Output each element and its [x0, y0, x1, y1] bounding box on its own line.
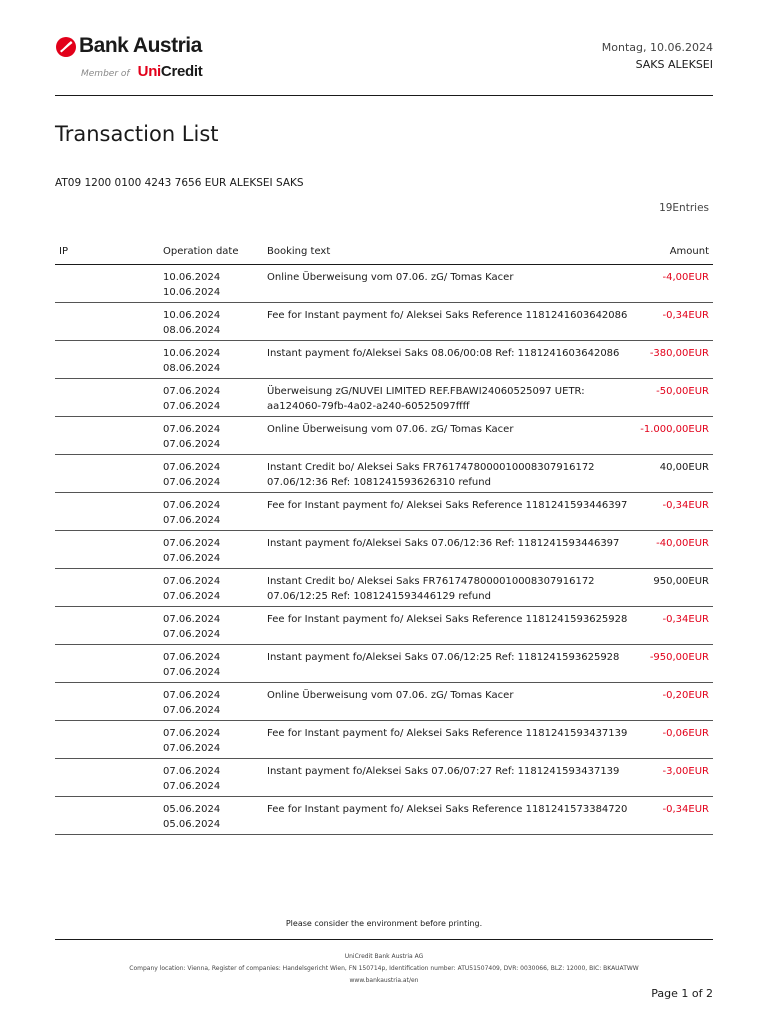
booking-text-cell [267, 498, 627, 513]
booking-text-cell [267, 764, 627, 779]
booking-text-cell [267, 460, 627, 490]
page-number: Page 1 of 2 [651, 987, 713, 1000]
booking-text-cell [267, 612, 627, 627]
logo-brand-part2: Credit [160, 63, 203, 80]
header-info [602, 41, 713, 71]
value-date: 05.06.2024 [163, 819, 221, 830]
amount-cell: -40,00EUR [656, 538, 709, 549]
value-date: 07.06.2024 [163, 705, 221, 716]
table-row [55, 265, 713, 303]
operation-date: 10.06.2024 [163, 272, 221, 283]
operation-date: 07.06.2024 [163, 690, 221, 701]
booking-text-cell [267, 308, 627, 323]
environment-note: Please consider the environment before printing. [285, 919, 483, 928]
operation-date-cell [163, 802, 220, 832]
booking-text-line: Instant Credit bo/ Aleksei Saks FR7617478000010008307916172 [267, 462, 595, 473]
value-date: 10.06.2024 [163, 287, 221, 298]
operation-date: 07.06.2024 [163, 614, 221, 625]
table-row [55, 531, 713, 569]
amount-cell: -50,00EUR [656, 386, 709, 397]
entries-count: 19Entries [659, 202, 709, 214]
table-row [55, 341, 713, 379]
logo-member-of: Member of [81, 69, 130, 79]
amount-cell: -0,34EUR [662, 310, 709, 321]
booking-text-line: Fee for Instant payment fo/ Aleksei Saks Reference 1181241603642086 [267, 310, 627, 321]
booking-text-line: Instant payment fo/Aleksei Saks 08.06/00:08 Ref: 1181241603642086 [267, 348, 620, 359]
booking-text-cell [267, 384, 627, 414]
booking-text-line: Fee for Instant payment fo/ Aleksei Saks Reference 1181241573384720 [267, 804, 627, 815]
operation-date-cell [163, 688, 220, 718]
operation-date: 07.06.2024 [163, 652, 221, 663]
operation-date: 10.06.2024 [163, 310, 221, 321]
operation-date-cell [163, 764, 220, 794]
booking-text-line: Überweisung zG/NUVEI LIMITED REF.FBAWI24060525097 UETR: [267, 386, 585, 397]
operation-date: 07.06.2024 [163, 766, 221, 777]
value-date: 07.06.2024 [163, 439, 221, 450]
operation-date: 07.06.2024 [163, 576, 221, 587]
operation-date-cell [163, 346, 220, 376]
booking-text-line: Instant payment fo/Aleksei Saks 07.06/07:27 Ref: 1181241593437139 [267, 766, 620, 777]
header-date: Montag, 10.06.2024 [601, 41, 713, 54]
logo-member-line [81, 61, 202, 80]
amount-cell: -380,00EUR [649, 348, 709, 359]
operation-date-cell [163, 422, 220, 452]
booking-text-cell [267, 574, 627, 604]
account-line: AT09 1200 0100 4243 7656 EUR ALEKSEI SAKS [55, 177, 304, 189]
footer-company: UniCredit Bank Austria AG [344, 953, 424, 960]
column-header-operation-date: Operation date [163, 246, 239, 257]
table-row [55, 645, 713, 683]
amount-cell: -0,34EUR [662, 804, 709, 815]
booking-text-line: Fee for Instant payment fo/ Aleksei Saks Reference 1181241593625928 [267, 614, 627, 625]
header-customer-name: SAKS ALEKSEI [635, 58, 713, 71]
table-body [55, 265, 713, 835]
operation-date-cell [163, 460, 220, 490]
amount-cell: 40,00EUR [659, 462, 709, 473]
logo-brand-part1: Uni [137, 63, 161, 80]
booking-text-cell [267, 422, 627, 437]
table-header [55, 241, 713, 265]
booking-text-cell [267, 802, 627, 817]
booking-text-cell [267, 346, 627, 361]
table-row [55, 759, 713, 797]
value-date: 07.06.2024 [163, 591, 221, 602]
booking-text-line: Fee for Instant payment fo/ Aleksei Saks Reference 1181241593437139 [267, 728, 627, 739]
booking-text-line: aa124060-79fb-4a02-a240-60525097ffff [267, 401, 470, 412]
footer-website: www.bankaustria.at/en [349, 977, 419, 984]
unicredit-swoosh-icon [55, 36, 77, 58]
value-date: 07.06.2024 [163, 667, 221, 678]
value-date: 08.06.2024 [163, 363, 221, 374]
value-date: 07.06.2024 [163, 553, 221, 564]
table-row [55, 303, 713, 341]
bank-austria-logo [55, 34, 215, 80]
amount-cell: -1.000,00EUR [640, 424, 709, 435]
table-row [55, 455, 713, 493]
value-date: 07.06.2024 [163, 515, 221, 526]
booking-text-line: Online Überweisung vom 07.06. zG/ Tomas Kacer [267, 424, 514, 435]
amount-cell: -950,00EUR [649, 652, 709, 663]
amount-cell: -4,00EUR [662, 272, 709, 283]
value-date: 07.06.2024 [163, 477, 221, 488]
column-header-booking-text: Booking text [267, 246, 331, 257]
operation-date-cell [163, 650, 220, 680]
operation-date-cell [163, 536, 220, 566]
booking-text-cell [267, 726, 627, 741]
amount-cell: 950,00EUR [653, 576, 709, 587]
booking-text-cell [267, 650, 627, 665]
table-row [55, 379, 713, 417]
value-date: 07.06.2024 [163, 629, 221, 640]
footer-registration: Company location: Vienna, Register of companies: Handelsgericht Wien, FN 150714p, Identification number: ATU51507409, DVR: 0030066, BLZ: 12000, BIC: BKAUATWW [129, 965, 639, 972]
amount-cell: -0,20EUR [662, 690, 709, 701]
amount-cell: -0,34EUR [662, 614, 709, 625]
table-row [55, 607, 713, 645]
table-row [55, 797, 713, 835]
header-divider [55, 95, 713, 96]
operation-date-cell [163, 270, 220, 300]
booking-text-line: 07.06/12:25 Ref: 1081241593446129 refund [267, 591, 491, 602]
table-row [55, 683, 713, 721]
booking-text-line: Fee for Instant payment fo/ Aleksei Saks Reference 1181241593446397 [267, 500, 627, 511]
operation-date: 07.06.2024 [163, 728, 221, 739]
booking-text-line: Online Überweisung vom 07.06. zG/ Tomas Kacer [267, 690, 514, 701]
booking-text-cell [267, 270, 627, 285]
value-date: 07.06.2024 [163, 401, 221, 412]
page-title: Transaction List [55, 122, 219, 146]
column-header-amount: Amount [669, 246, 709, 257]
operation-date-cell [163, 612, 220, 642]
transaction-table [55, 241, 713, 835]
footer-divider [55, 939, 713, 940]
footer [55, 951, 713, 987]
operation-date-cell [163, 498, 220, 528]
value-date: 07.06.2024 [163, 781, 221, 792]
logo-brand [138, 63, 203, 80]
operation-date-cell [163, 308, 220, 338]
value-date: 08.06.2024 [163, 325, 221, 336]
table-row [55, 569, 713, 607]
operation-date-cell [163, 726, 220, 756]
operation-date: 05.06.2024 [163, 804, 221, 815]
value-date: 07.06.2024 [163, 743, 221, 754]
column-header-ip: IP [59, 246, 68, 257]
table-row [55, 493, 713, 531]
booking-text-cell [267, 688, 627, 703]
operation-date: 10.06.2024 [163, 348, 221, 359]
booking-text-line: Instant payment fo/Aleksei Saks 07.06/12:25 Ref: 1181241593625928 [267, 652, 620, 663]
operation-date: 07.06.2024 [163, 462, 221, 473]
operation-date: 07.06.2024 [163, 538, 221, 549]
booking-text-line: 07.06/12:36 Ref: 1081241593626310 refund [267, 477, 491, 488]
operation-date: 07.06.2024 [163, 500, 221, 511]
logo-bank-name: Bank Austria [79, 34, 202, 57]
booking-text-line: Instant payment fo/Aleksei Saks 07.06/12:36 Ref: 1181241593446397 [267, 538, 620, 549]
booking-text-line: Instant Credit bo/ Aleksei Saks FR7617478000010008307916172 [267, 576, 595, 587]
amount-cell: -0,34EUR [662, 500, 709, 511]
operation-date: 07.06.2024 [163, 424, 221, 435]
amount-cell: -3,00EUR [662, 766, 709, 777]
table-row [55, 721, 713, 759]
operation-date-cell [163, 574, 220, 604]
operation-date: 07.06.2024 [163, 386, 221, 397]
operation-date-cell [163, 384, 220, 414]
booking-text-cell [267, 536, 627, 551]
table-row [55, 417, 713, 455]
booking-text-line: Online Überweisung vom 07.06. zG/ Tomas Kacer [267, 272, 514, 283]
amount-cell: -0,06EUR [662, 728, 709, 739]
